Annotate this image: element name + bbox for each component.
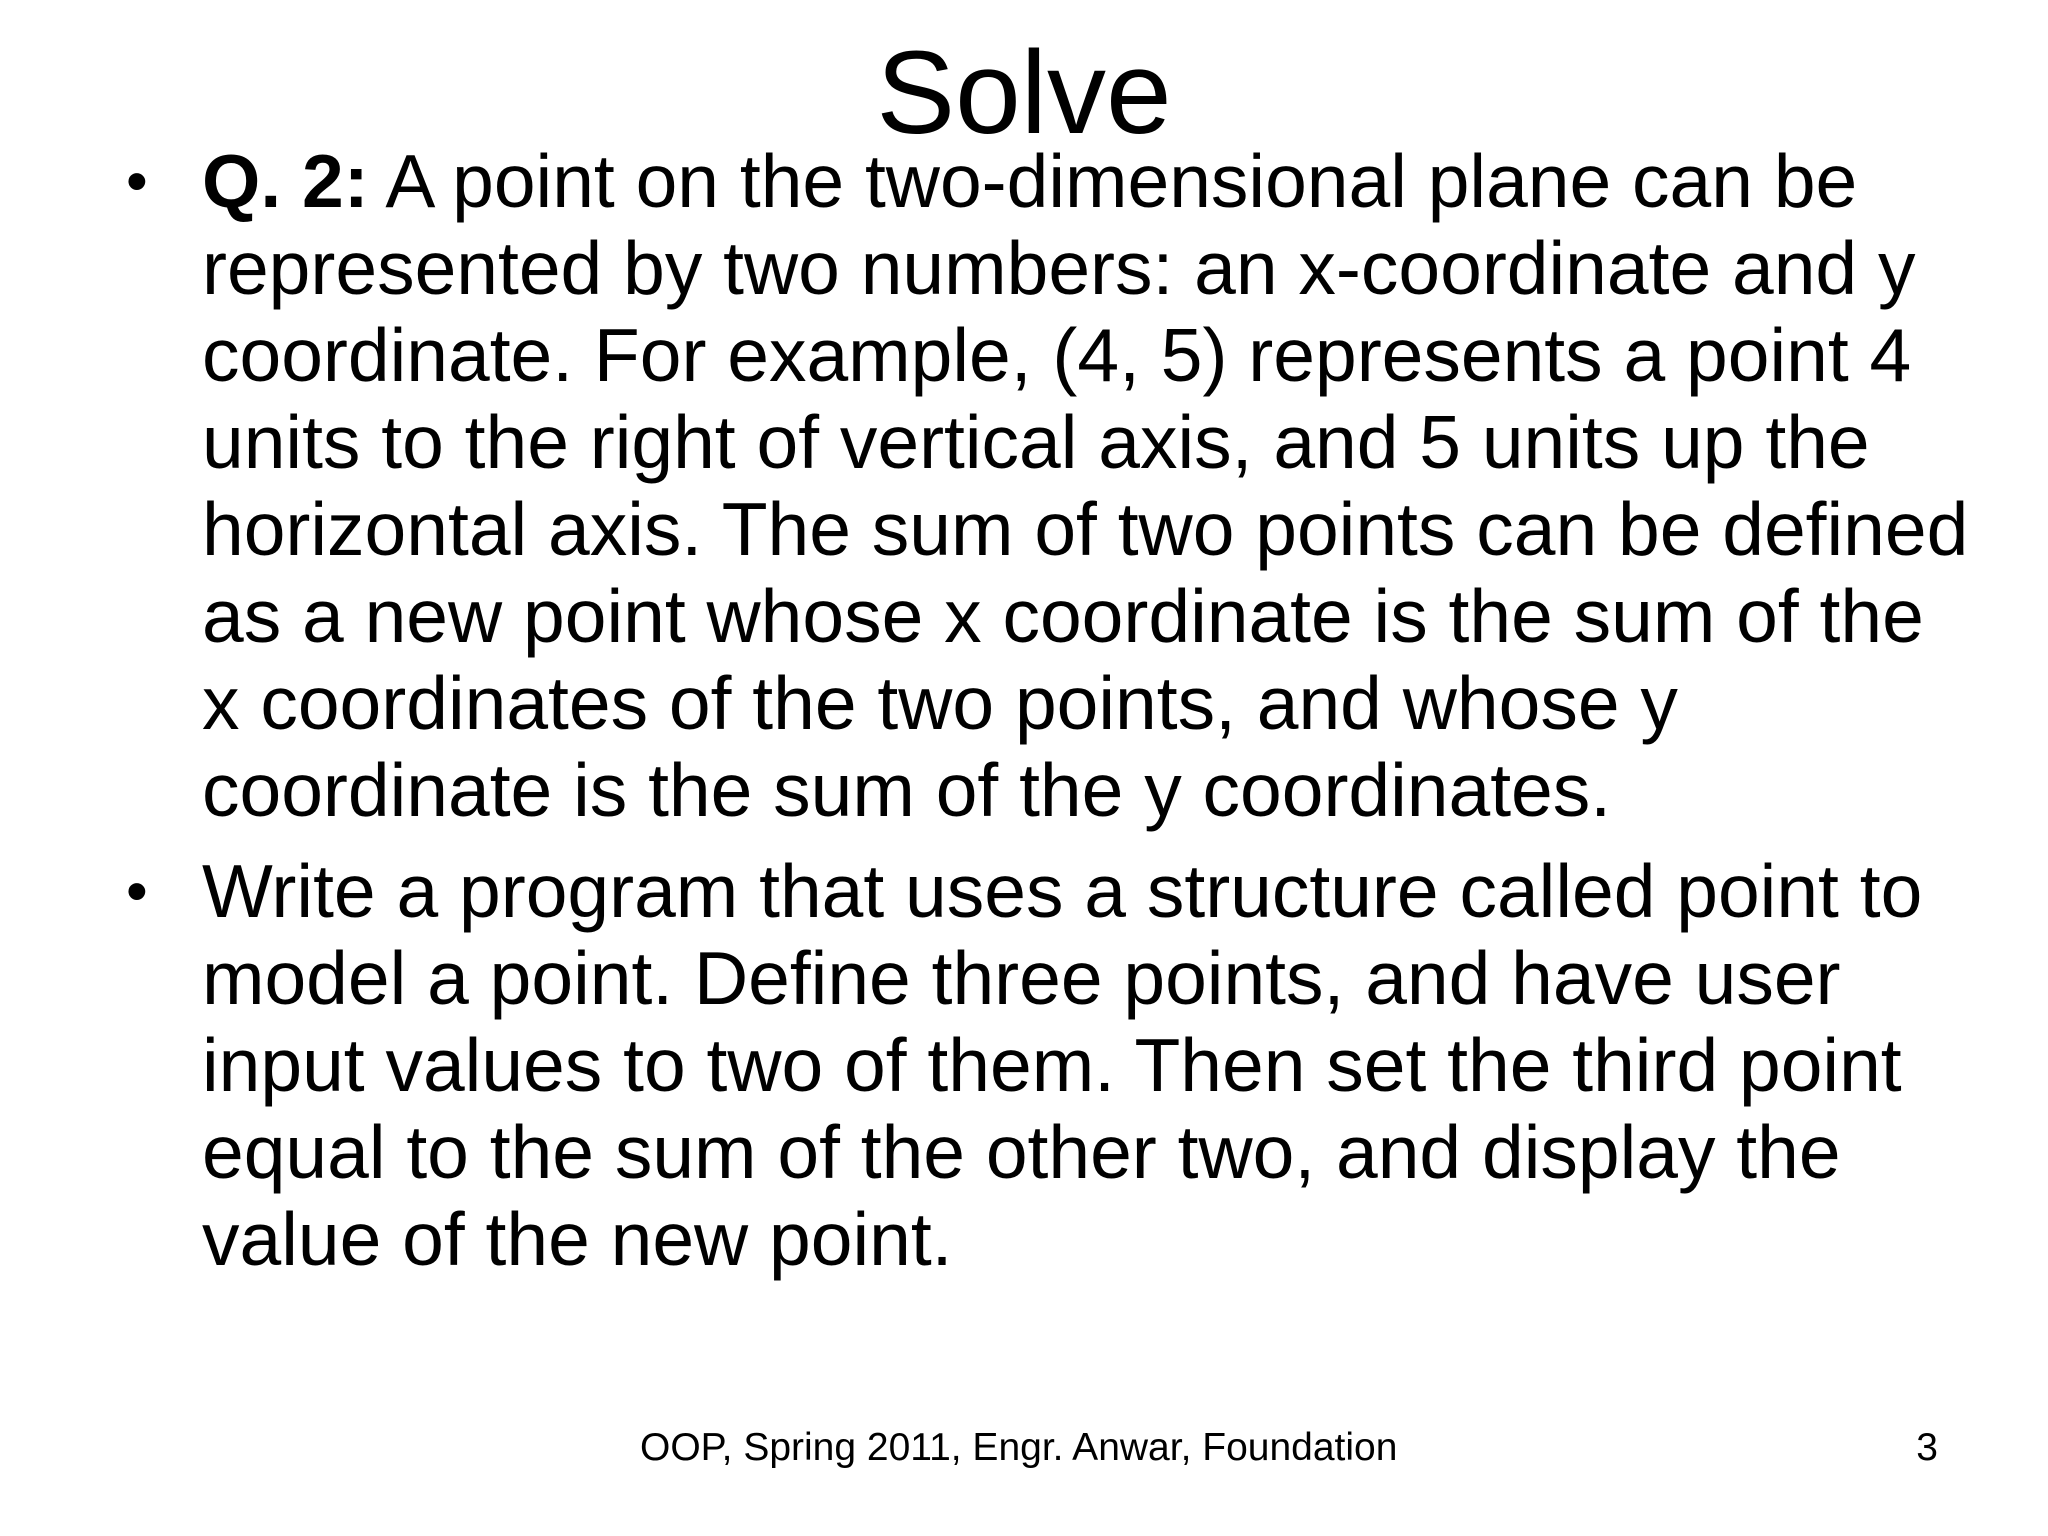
bullet-item-task <box>120 848 1980 1283</box>
bullet-list <box>120 138 1980 1297</box>
question-label: Q. 2: <box>202 139 369 223</box>
task-text: Write a program that uses a structure called point to model a point. Define three points, and have user input values to two of them. Then set the third point equal to the sum of the other two, and display the value of the new point. <box>202 849 1923 1281</box>
bullet-item-q2 <box>120 138 1980 834</box>
slide-title: Solve <box>876 27 1172 159</box>
bullet-icon: • <box>126 147 148 216</box>
bullet-icon: • <box>126 857 148 926</box>
footer-text: OOP, Spring 2011, Engr. Anwar, Foundation <box>640 1426 1398 1469</box>
question-text: A point on the two-dimensional plane can be represented by two numbers: an x-coordinate and y coordinate. For example, (4, 5) represents a point 4 units to the right of vertical axis, and 5 units up the horizontal axis. The sum of two points can be defined as a new point whose x coordinate is the sum of the x coordinates of the two points, and whose y coordinate is the sum of the y coordinates. <box>202 139 1969 832</box>
page-number: 3 <box>1916 1426 1938 1469</box>
